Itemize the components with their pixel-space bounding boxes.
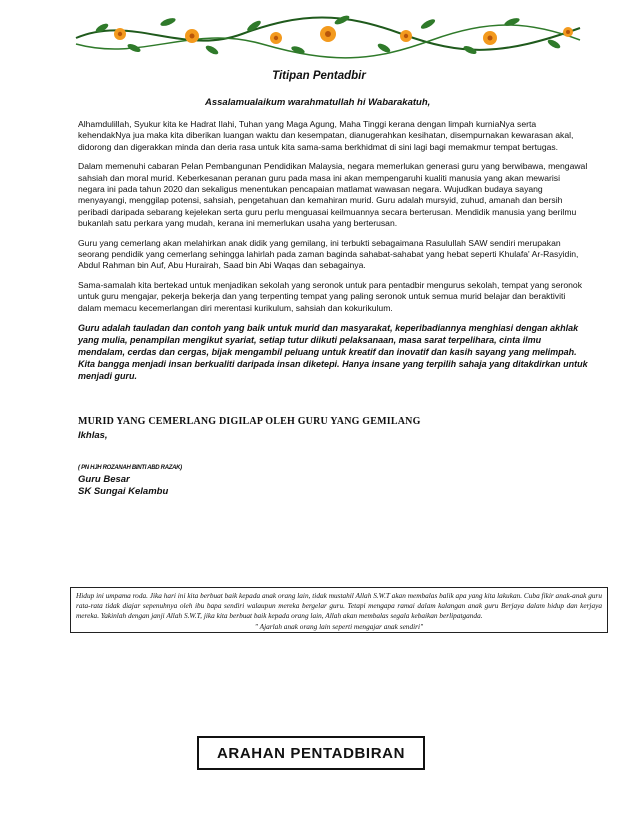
school-motto: MURID YANG CEMERLANG DIGILAP OLEH GURU YANG GEMILANG xyxy=(78,416,421,427)
quote-closing: " Ajarlah anak orang lain seperti mengajar anak sendiri" xyxy=(254,621,424,631)
paragraph: Alhamdulillah, Syukur kita ke Hadrat Ilahi, Tuhan yang Maga Agung, Maha Tinggi kerana dengan limpah kurniaNya serta kehendakNya jua maka kita diberikan luangan waktu dan kesempatan, dianugerahkan kesihatan, disempurnakan kewarasan akal, didorong dan digerakkan minda dan deria rasa untuk kita sama-sama berkhidmat di sini lagi bagi memakmur tempat bertugas. xyxy=(78,119,574,152)
floral-vine-ornament xyxy=(72,4,584,62)
paragraph: Guru yang cemerlang akan melahirkan anak didik yang gemilang, ini terbukti sebagaimana Rasulullah SAW sendiri merupakan seorang pendidik yang cemerlang sehingga lahirlah pada zaman baginda sahabat-sahabat yang hebat seperti Khulafa' Ar-Rasyidin, Abdul Rahman bin Auf, Abu Hurairah, Saad bin Abi Waqas dan sebagainya. xyxy=(78,237,579,271)
quote-box xyxy=(70,587,608,633)
paragraph-emphasis: Guru adalah tauladan dan contoh yang baik untuk murid dan masyarakat, keperibadiannya menghiasi dengan akhlak yang mulia, penampilan mengikut syariat, setiap tutur diikuti pelaksanaan, masa sarat terpelihara, cinta ilmu mendalam, cerdas dan cergas, bijak mengambil peluang untuk kreatif dan inovatif dan kasih sayang yang melimpah. Kita bangga menjadi insan berkualiti daripada insan diketepi. Hanya insane yang terpilih sahaja yang ditakdirkan untuk menjadi guru. xyxy=(78,323,588,382)
signatory-name: ( PN HJH ROZANAH BINTI ABD RAZAK) xyxy=(78,465,182,471)
arahan-pentadbiran-button[interactable]: ARAHAN PENTADBIRAN xyxy=(197,736,425,770)
closing-salutation: Ikhlas, xyxy=(78,430,108,441)
paragraph: Sama-samalah kita bertekad untuk menjadikan sekolah yang seronok untuk para pentadbir mengurus sekolah, tempat yang seronok untuk guru mengajar, pekerja bekerja dan yang terpenting tempat yang paling seronok untuk semua murid belajar dan beraktiviti dalam memacu kecemerlangan diri merentasi kurikulum, sahsiah dan kokurikulum. xyxy=(78,279,582,313)
greeting: Assalamualaikum warahmatullah hi Wabarakatuh, xyxy=(205,97,431,108)
signature-block xyxy=(78,462,182,498)
page-title: Titipan Pentadbir xyxy=(272,70,366,82)
message-body xyxy=(78,119,588,390)
signatory-role: Guru Besar xyxy=(78,474,130,485)
paragraph: Dalam memenuhi cabaran Pelan Pembangunan Pendidikan Malaysia, negara memerlukan generasi guru yang berwibawa, mengawal sahsiah dan moral murid. Keberkesanan peranan guru pada masa ini akan mempengaruhi kualiti manusia yang akan mewarisi negara ini pada tahun 2020 dan sekaligus menentukan pencapaian matlamat wawasan negara. Wujudkan budaya sayang menyayangi, menggilap potensi, sahsiah, pengetahuan dan kemahiran murid. Guru adalah mursyid, zuhud, amanah dan bersih peribadi daripada sebarang kejelekan serta guru perlu menguasai keilmuannya secara berterusan. Mendidik manusia yang berilmu bukanlah satu perkara yang mudah, kerana ini memerlukan usaha yang berterusan. xyxy=(78,161,588,229)
quote-text: Hidup ini umpama roda. Jika hari ini kita berbuat baik kepada anak orang lain, tidak mustahil Allah S.W.T akan membalas balik apa yang kita lakukan. Cuba fikir anak-anak guru rata-rata tidak diajar sepenuhnya oleh ibu bapa sendiri walaupun mereka bergelar guru. Tetapi mengapa ramai dalam kalangan anak guru Berjaya dalam hidup dan kerjaya mereka. Yakinlah dengan janji Allah S.W.T, jika kita berbuat baik kepada orang lain, Allah akan membalas segala kebaikan berlipatganda. xyxy=(76,591,602,621)
school-name: SK Sungai Kelambu xyxy=(78,486,169,497)
